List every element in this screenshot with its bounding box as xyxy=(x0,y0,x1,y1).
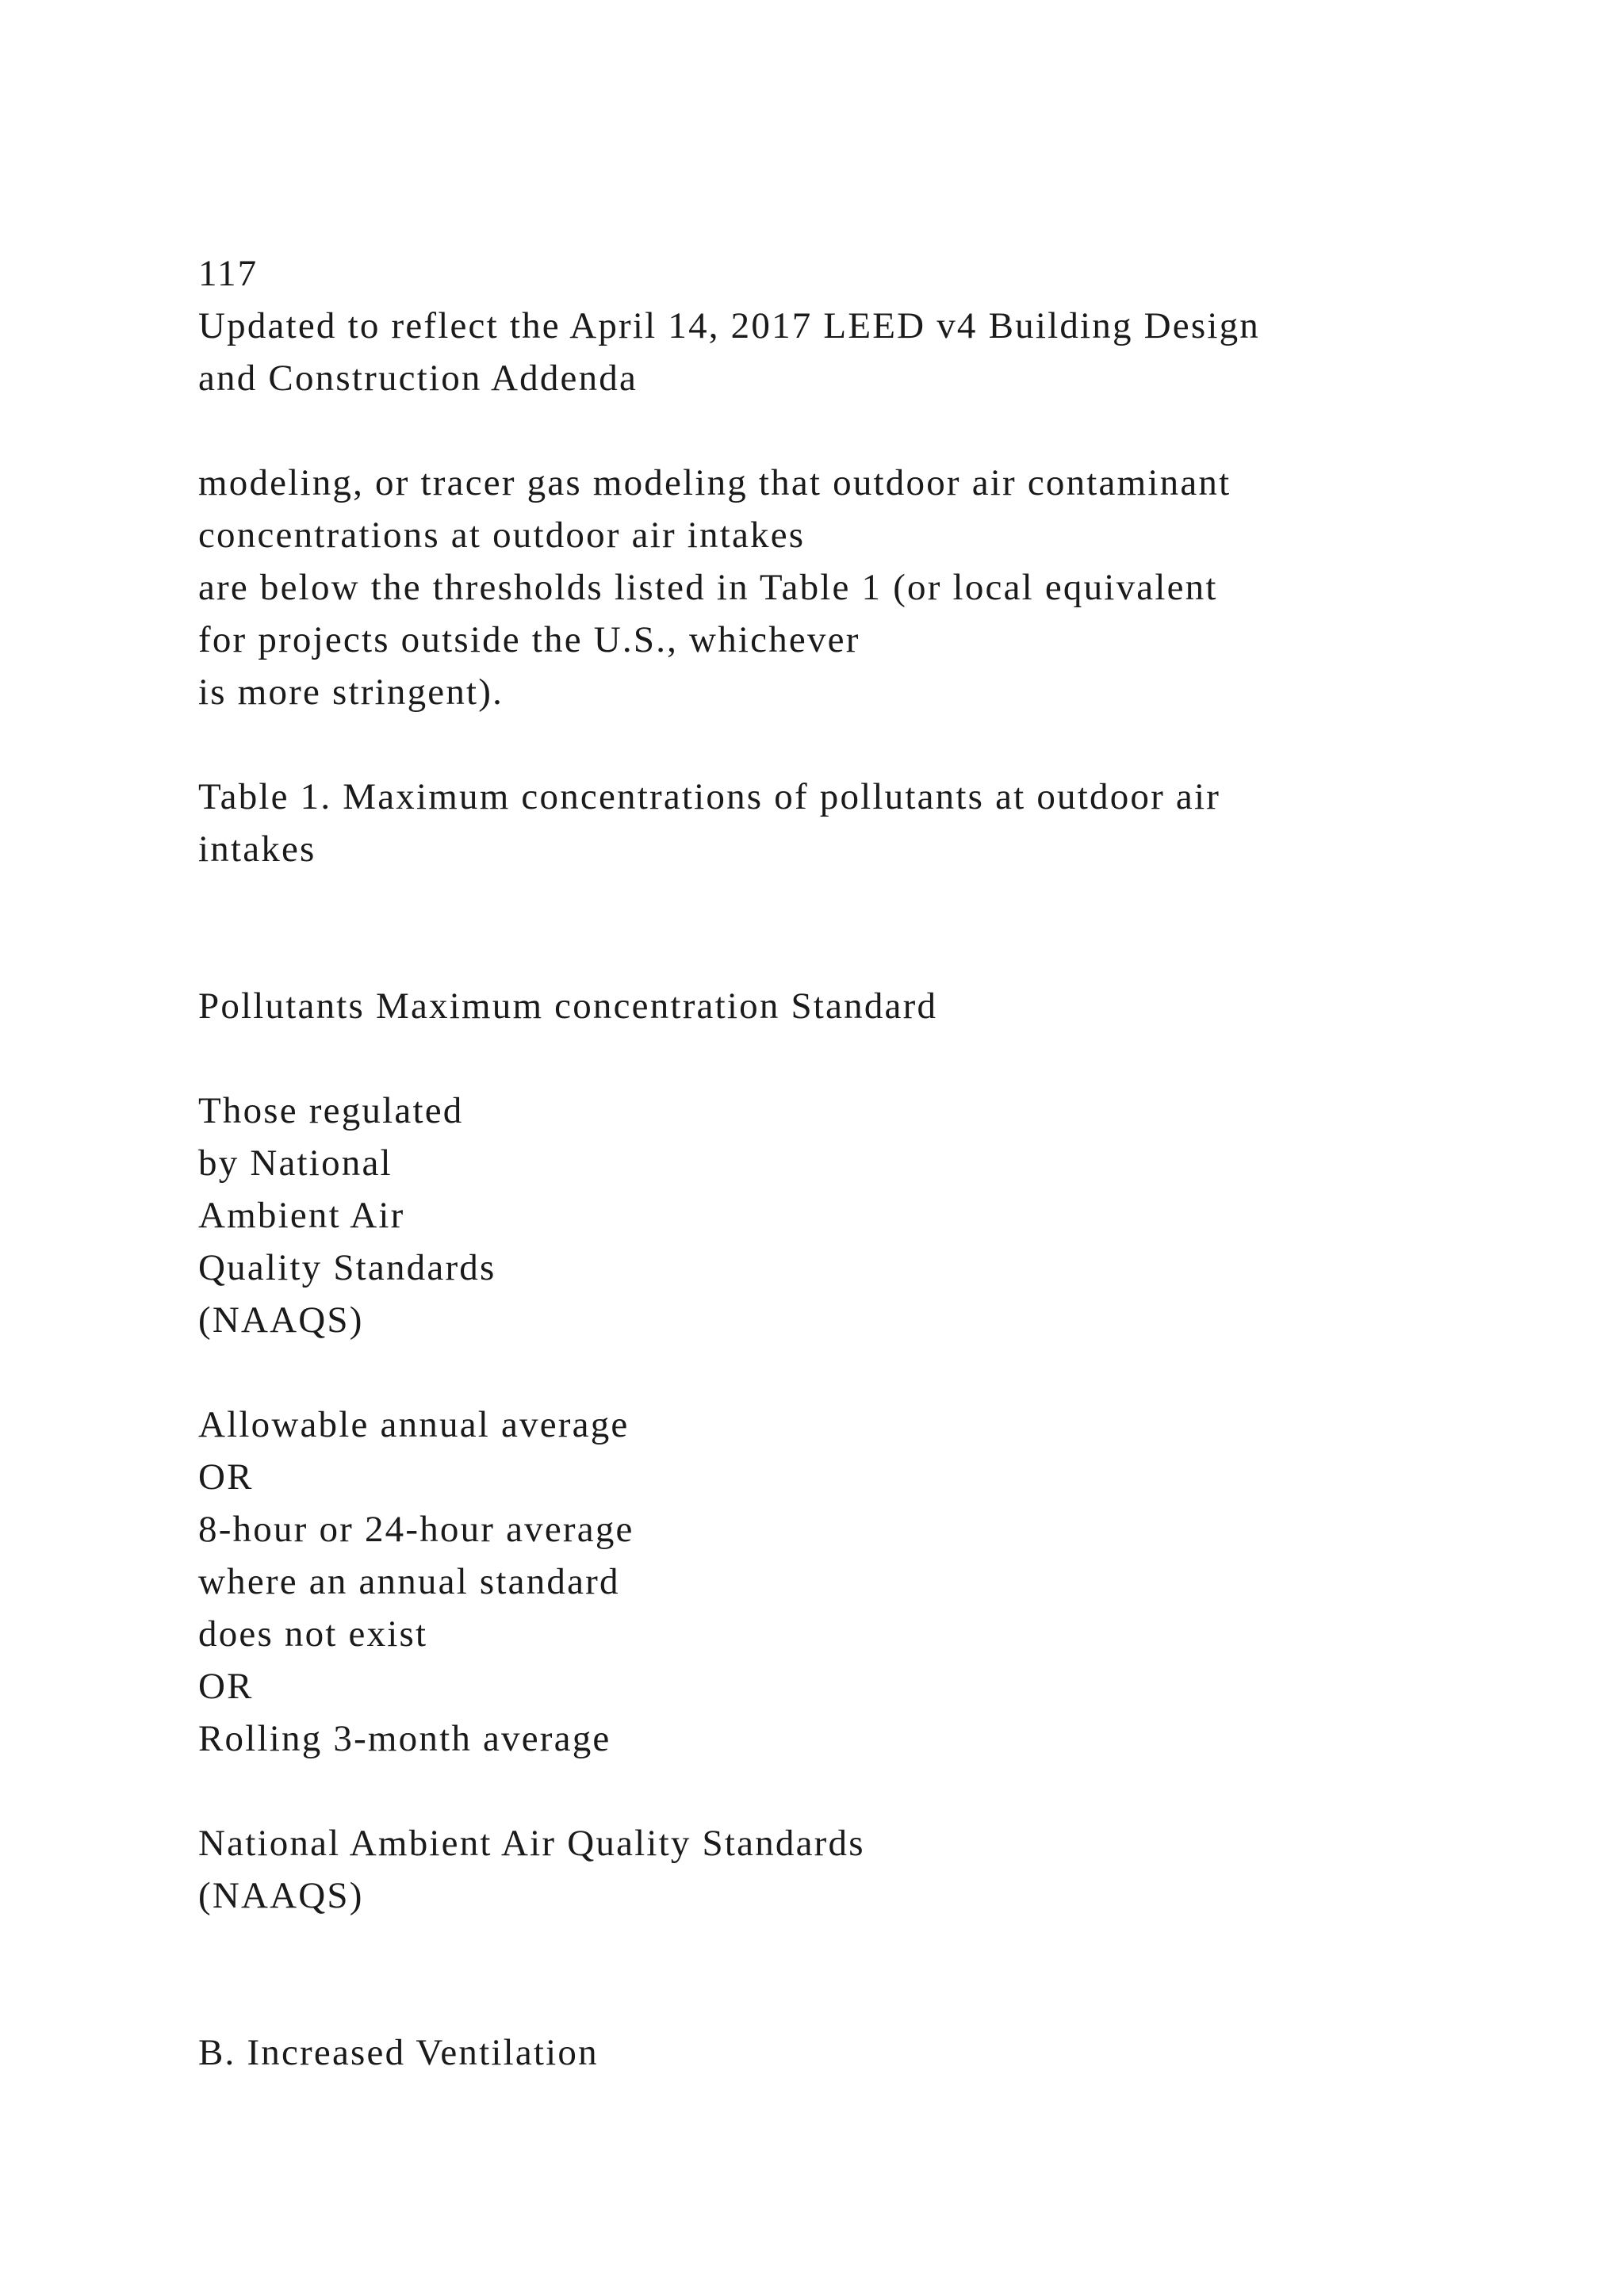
cell-line: where an annual standard xyxy=(198,1561,620,1602)
max-concentration-cell xyxy=(198,1399,1546,1765)
spacer xyxy=(198,1765,1546,1817)
paragraph-line: for projects outside the U.S., whichever xyxy=(198,619,860,660)
page-number: 117 xyxy=(198,253,259,294)
section-heading: B. Increased Ventilation xyxy=(198,2032,599,2073)
paragraph-line: modeling, or tracer gas modeling that outdoor air contaminant xyxy=(198,462,1231,503)
paragraph-line: concentrations at outdoor air intakes xyxy=(198,515,806,556)
intro-paragraph xyxy=(198,457,1546,718)
standard-cell xyxy=(198,1817,1546,1922)
table-caption xyxy=(198,771,1546,875)
caption-line: intakes xyxy=(198,828,316,870)
cell-line: Rolling 3-month average xyxy=(198,1718,611,1759)
cell-line: 8-hour or 24-hour average xyxy=(198,1509,634,1550)
addenda-note-line-2: and Construction Addenda xyxy=(198,358,638,399)
spacer xyxy=(198,1922,1546,2026)
cell-line: Allowable annual average xyxy=(198,1404,630,1445)
document-page xyxy=(198,247,1546,2079)
cell-line: (NAAQS) xyxy=(198,1875,364,1916)
paragraph-line: is more stringent). xyxy=(198,672,504,713)
spacer xyxy=(198,1346,1546,1399)
paragraph-line: are below the thresholds listed in Table 1 (or local equivalent xyxy=(198,567,1218,608)
table-header-row: Pollutants Maximum concentration Standard xyxy=(198,985,938,1027)
cell-line: Ambient Air xyxy=(198,1195,405,1236)
cell-line: Those regulated xyxy=(198,1090,464,1131)
pollutants-cell xyxy=(198,1085,1546,1346)
addenda-note-line-1: Updated to reflect the April 14, 2017 LEED v4 Building Design xyxy=(198,305,1261,346)
spacer xyxy=(198,875,1546,980)
spacer xyxy=(198,718,1546,771)
spacer xyxy=(198,404,1546,457)
cell-line: OR xyxy=(198,1666,254,1707)
cell-line: by National xyxy=(198,1142,393,1184)
caption-line: Table 1. Maximum concentrations of pollutants at outdoor air xyxy=(198,776,1221,817)
spacer xyxy=(198,1032,1546,1085)
cell-line: (NAAQS) xyxy=(198,1299,364,1341)
cell-line: OR xyxy=(198,1456,254,1498)
cell-line: does not exist xyxy=(198,1613,428,1655)
cell-line: Quality Standards xyxy=(198,1247,496,1288)
cell-line: National Ambient Air Quality Standards xyxy=(198,1823,865,1864)
